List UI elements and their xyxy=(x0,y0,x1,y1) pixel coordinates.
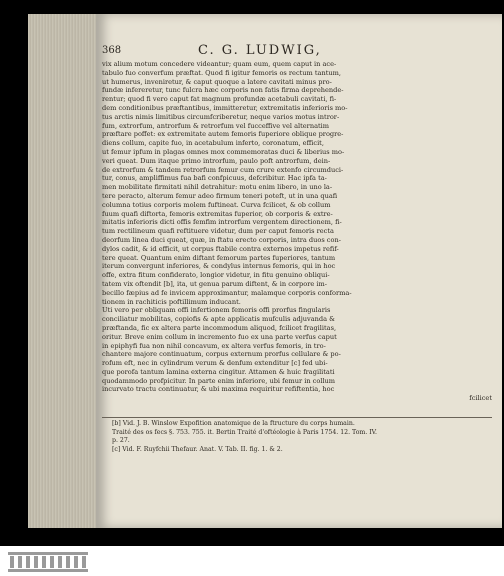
body-line: præftanda, fic ex altera parte incommodum aliquod, fcilicet fragilitas, xyxy=(102,323,337,332)
body-line: deorfum linea duci queat, quæ, in ftatu erecto corporis, intra duos con- xyxy=(102,235,341,244)
body-line: ut femur ipfum in plagas omnes mox commemoratas duci & liberius mo- xyxy=(102,147,345,156)
body-line: rentur; quod fi vero caput fat magnum profundæ acetabuli cavitati, fi- xyxy=(102,95,337,104)
page-header xyxy=(102,45,494,59)
body-line: columna totius corporis molem fuftineat. Curva fcilicet, & ob collum xyxy=(102,200,331,209)
book-page-edges xyxy=(28,14,99,528)
body-line: fum, extrorfum, antrorfum & retrorfum vel fucceffive vel alternatim xyxy=(102,121,330,130)
body-line: tere queat. Quantum enim diftant femorum partes fuperiores, tantum xyxy=(102,253,336,262)
footnote-rule xyxy=(102,417,492,418)
body-line: tionem in rachiticis poftillimum inducant. xyxy=(102,297,241,306)
body-line: tum rectilineum quafi reftituere videtur, dum per caput femoris recta xyxy=(102,227,334,236)
body-line: tus arctis nimis limitibus circumfcriberetur, neque varios motus intror- xyxy=(102,112,340,121)
body-line: tatem vix oftendit [b], ita, ut genua parum diftent, & in corpore im- xyxy=(102,279,327,288)
footnote-line: p. 27. xyxy=(112,437,130,445)
footnote-line: Traité des os fecs §. 753. 755. it. Bertin Traité d'oftéologie à Paris 1754. 12. Tom. IV. xyxy=(112,428,378,436)
footnote-line: [b] Vid. J. B. Winslow Expofition anatomique de la ftructure du corps humain. xyxy=(112,420,355,427)
body-line: offe, extra fitum confiderato, longior videtur, in fitu genuino obliqui- xyxy=(102,271,330,280)
body-line: dylos cadit, & id efficit, ut corpus ftabile contra externos impetus refif- xyxy=(102,244,339,253)
body-line: tabulo fuo converfum præftat. Quod fi igitur femoris os rectum tantum, xyxy=(102,68,341,77)
body-line: de extrorfum & tandem retrorfum femur cum crure extenfo circumduci- xyxy=(102,165,344,174)
body-line: tur, conus, ampliffimus fua bafi confpicuus, defcribitur. Hac ipfa ta- xyxy=(102,174,327,183)
footnotes xyxy=(112,420,492,454)
body-line: mitatis inferioris dicti offis femfim introrfum vergentem directionem, fi- xyxy=(102,218,342,227)
body-line: fuum quafi diftorta, femoris extremitas fuperior, ob corporis & extre- xyxy=(102,209,333,218)
running-head: C. G. LUDWIG, xyxy=(198,43,322,58)
body-line: incurvato tractu continuatur, & ubi maxima requiritur refiftentia, hoc xyxy=(102,385,335,394)
body-line: rofum eft, nec in cylindrum verum & denfum extenditur [c] fed ubi- xyxy=(102,359,328,368)
body-line: ut humerus, inveniretur, & caput quoque a latere cavitati minus pro- xyxy=(102,77,332,86)
body-line: præftare poffet: ex extremitate autem femoris fuperiore oblique progre- xyxy=(102,130,344,139)
body-line: quodammodo profpicitur. In parte enim inferiore, ubi femur in collum xyxy=(102,376,336,385)
library-building-icon xyxy=(8,548,88,572)
body-line: dem conditionibus præftantibus, immitteretur, extremitatis inferioris mo- xyxy=(102,103,348,112)
body-line: men mobilitate firmitati nihil detrahitur: motu enim libero, in uno la- xyxy=(102,183,333,192)
footnote-line: [c] Vid. F. Ruyfchii Thefaur. Anat. V. Tab. II. fig. 1. & 2. xyxy=(112,445,283,453)
body-line: in epiphyfi fua non nihil concavum, ex altera verfus femoris, in tro- xyxy=(102,341,326,350)
body-line: becillo fæpius ad fe invicem approximantur, malamque corporis conforma- xyxy=(102,288,352,297)
body-text xyxy=(102,60,492,403)
body-line: fcilicet xyxy=(469,394,492,403)
body-line: que porofa tantum lamina externa cingitur. Attamen & huic fragilitati xyxy=(102,367,335,376)
page-number: 368 xyxy=(102,45,122,56)
body-line: tere peracto, alterum femur adeo firmum teneri poteft, ut in una quafi xyxy=(102,191,338,200)
body-line: chantere majore continuatum, corpus externum prorfus cellulare & po- xyxy=(102,350,341,359)
body-line: fundæ infereretur, tunc fulcra hæc corporis non fatis firma deprehende- xyxy=(102,86,344,95)
body-line: conciliatur mobilitas, copiofis & apte applicatis mufculis adjuvanda & xyxy=(102,315,336,324)
body-line: diens collum, capite fuo, in acetabulum inferto, coronatum, efficit, xyxy=(102,139,324,148)
body-line: veri queat. Dum itaque primo introrfum, paulo poft antrorfum, dein- xyxy=(102,156,331,165)
body-line: oritur. Breve enim collum in incremento fuo ex una parte verfus caput xyxy=(102,332,337,341)
body-line: iterum convergunt inferiores, & condylus internus femoris, qui in hoc xyxy=(102,262,336,271)
body-line: vix alium motum concedere videantur; quam eum, quem caput in ace- xyxy=(102,60,337,68)
body-line: Uti vero per obliquam offi infertionem femoris offi prorfus fingularis xyxy=(102,306,331,315)
